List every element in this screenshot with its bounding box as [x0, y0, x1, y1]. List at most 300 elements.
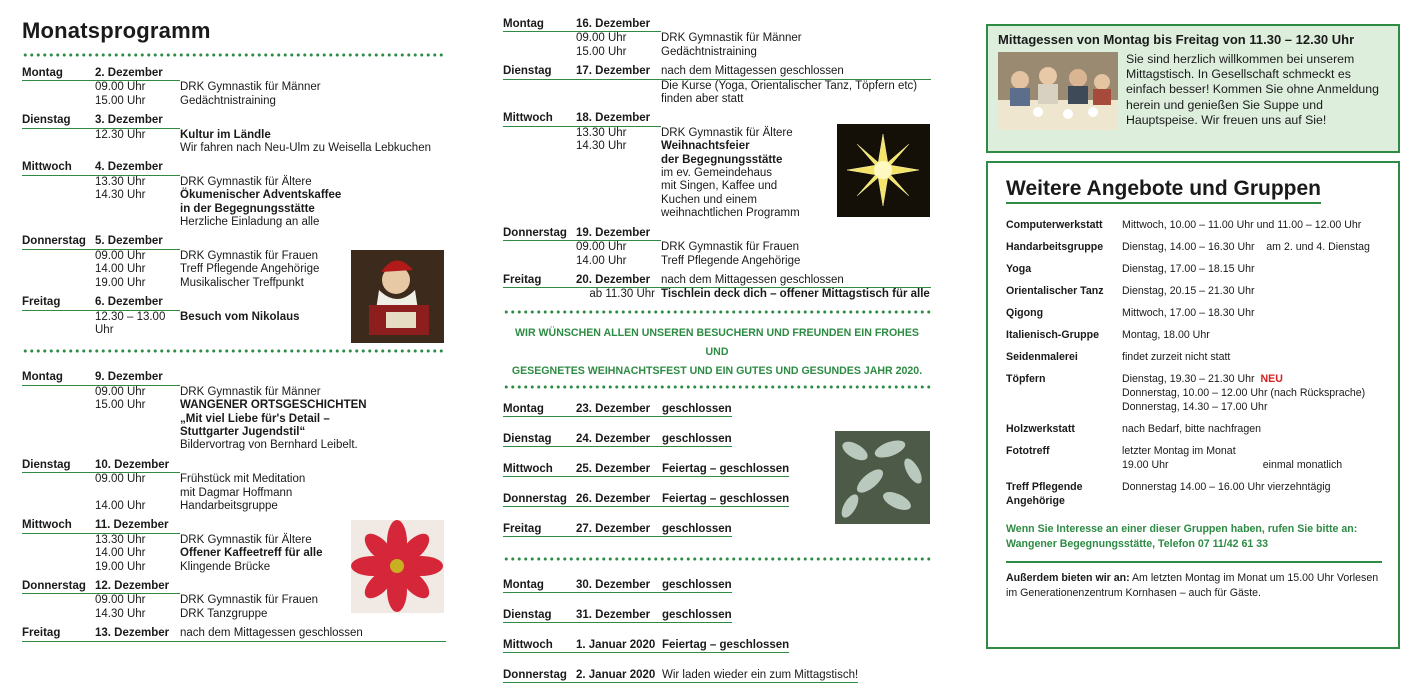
spacer [503, 255, 576, 268]
event: DRK Tanzgruppe [180, 607, 268, 620]
day-entry [22, 67, 446, 108]
group-time-line [1122, 372, 1382, 386]
time-text: findet zurzeit nicht statt [1122, 351, 1231, 363]
weekday: Freitag [22, 627, 95, 641]
weekday: Montag [503, 402, 544, 415]
event-row [22, 142, 446, 155]
group-name: Töpfern [1006, 373, 1046, 385]
event: Kultur im Ländle [180, 128, 271, 141]
lunch-photo [998, 52, 1118, 130]
group-row [1006, 240, 1382, 254]
note [661, 18, 931, 32]
time [95, 216, 180, 229]
time-text: Donnerstag 14.00 – 16.00 Uhr vierzehntägig [1122, 481, 1331, 493]
status: geschlossen [662, 402, 732, 415]
event: Stuttgarter Jugendstil“ [180, 425, 306, 438]
spacer [22, 399, 95, 412]
group-row [1006, 262, 1382, 276]
day-entry [503, 274, 931, 302]
event: Frühstück mit Meditation [180, 473, 306, 486]
weekday: Mittwoch [22, 519, 95, 533]
spacer [22, 189, 95, 202]
schedule-week5 [503, 575, 931, 695]
spacer [22, 95, 95, 108]
date: 19. Dezember [576, 227, 661, 241]
spacer [22, 142, 95, 155]
date: 31. Dezember [576, 608, 651, 621]
event: weihnachtlichen Programm [661, 207, 800, 220]
time: 09.00 Uhr [576, 241, 627, 254]
spacer [22, 277, 95, 290]
event: Tischlein deck dich – offener Mittagstisch für alle [661, 288, 930, 301]
time [95, 426, 180, 439]
time [95, 203, 180, 216]
spacer [22, 534, 95, 547]
lunch-heading: Mittagessen von Montag bis Freitag von 11.30 – 12.30 Uhr [998, 32, 1355, 47]
day-entry [22, 627, 446, 641]
weekday: Dienstag [503, 65, 576, 79]
time [576, 207, 661, 220]
spacer [503, 140, 576, 153]
status: Feiertag – geschlossen [662, 638, 790, 651]
note: nach dem Mittagessen geschlossen [180, 627, 446, 641]
event-row [22, 500, 446, 513]
day-entry [22, 161, 446, 229]
time-text: Dienstag, 20.15 – 21.30 Uhr [1122, 285, 1255, 297]
weekday: Donnerstag [503, 227, 576, 241]
status: geschlossen [662, 522, 732, 535]
date: 25. Dezember [576, 462, 651, 475]
spacer [22, 203, 95, 216]
groups-box [986, 161, 1400, 649]
group-time-line [1122, 458, 1382, 472]
weekday: Donnerstag [22, 235, 95, 249]
group-name: Orientalischer Tanz [1006, 285, 1104, 297]
date: 5. Dezember [95, 235, 180, 249]
time-text: Mittwoch, 10.00 – 11.00 Uhr und 11.00 – 12.00 Uhr [1122, 219, 1362, 231]
time: 19.00 Uhr [95, 276, 146, 289]
status: geschlossen [662, 578, 732, 591]
closed-row [503, 522, 732, 537]
spacer [22, 487, 95, 500]
spacer [503, 207, 576, 220]
weekday: Freitag [22, 296, 95, 310]
date: 24. Dezember [576, 432, 651, 445]
group-time-line [1122, 218, 1382, 232]
date: 11. Dezember [95, 519, 180, 533]
group-name: Holzwerkstatt [1006, 423, 1075, 435]
event: DRK Gymnastik für Frauen [661, 241, 800, 254]
divider [1006, 561, 1382, 563]
spacer [503, 167, 576, 180]
spacer [503, 93, 576, 106]
date: 17. Dezember [576, 65, 661, 79]
weekday: Montag [22, 67, 95, 81]
day-header [503, 65, 931, 79]
time: ab 11.30 Uhr [589, 288, 655, 301]
event-row [22, 473, 446, 486]
group-name: Treff Pflegende Angehörige [1006, 481, 1083, 507]
event: DRK Gymnastik für Ältere [180, 175, 312, 188]
group-time-line [1122, 240, 1382, 254]
time-text: letzter Montag im Monat [1122, 445, 1236, 457]
spacer [22, 547, 95, 560]
weekday: Montag [22, 371, 95, 385]
weekday: Mittwoch [22, 161, 95, 175]
date: 27. Dezember [576, 522, 651, 535]
weekday: Dienstag [22, 459, 95, 473]
time: 14.30 Uhr [95, 607, 146, 620]
note [180, 235, 446, 249]
group-row [1006, 444, 1382, 472]
lunch-box [986, 24, 1400, 153]
group-name: Fototreff [1006, 445, 1050, 457]
event: Ökumenischer Adventskaffee [180, 189, 342, 202]
note [180, 114, 446, 128]
time-text: Donnerstag, 10.00 – 12.00 Uhr (nach Rücksprache) [1122, 387, 1366, 399]
group-row [1006, 328, 1382, 342]
event: Herzliche Einladung an alle [180, 216, 320, 229]
note: nach dem Mittagessen geschlossen [661, 274, 931, 288]
date: 4. Dezember [95, 161, 180, 175]
note [180, 459, 446, 473]
closed-row [503, 638, 789, 653]
event: Handarbeitsgruppe [180, 499, 278, 512]
event: Besuch vom Nikolaus [180, 310, 300, 323]
time: 13.30 Uhr [95, 175, 146, 188]
event-row [22, 216, 446, 229]
group-times [1122, 240, 1382, 254]
time: 14.30 Uhr [95, 189, 146, 202]
closed-row [503, 608, 732, 623]
group-time-line [1122, 350, 1382, 364]
time [95, 439, 180, 452]
group-times [1122, 328, 1382, 342]
date: 20. Dezember [576, 274, 661, 288]
weekday: Freitag [503, 274, 576, 288]
date: 30. Dezember [576, 578, 651, 591]
event: mit Dagmar Hoffmann [180, 486, 293, 499]
spacer [22, 500, 95, 513]
event: DRK Gymnastik für Ältere [661, 126, 793, 139]
event: DRK Gymnastik für Frauen [180, 594, 319, 607]
status: Wir laden wieder ein zum Mittagstisch! [662, 668, 859, 681]
day-entry [22, 114, 446, 155]
event-row [22, 129, 446, 142]
closed-row-wrap [503, 399, 931, 429]
weekday: Mittwoch [503, 112, 576, 126]
event-row [22, 426, 446, 439]
new-badge: NEU [1260, 373, 1283, 385]
spacer [503, 288, 576, 301]
event: WANGENER ORTSGESCHICHTEN [180, 399, 367, 412]
day-header [22, 235, 446, 249]
group-time-line [1122, 262, 1382, 276]
spacer [503, 80, 576, 93]
time: 15.00 Uhr [576, 45, 627, 58]
spacer [22, 608, 95, 621]
weekday: Donnerstag [503, 492, 567, 505]
closed-row-wrap [503, 575, 931, 605]
status: Feiertag – geschlossen [662, 492, 790, 505]
event: in der Begegnungsstätte [180, 202, 315, 215]
event-row [503, 241, 931, 254]
day-entry [22, 371, 446, 452]
groups-title: Weitere Angebote und Gruppen [1006, 177, 1321, 204]
event: DRK Gymnastik für Männer [661, 32, 802, 45]
date: 23. Dezember [576, 402, 651, 415]
time: 15.00 Uhr [95, 94, 146, 107]
time-text: Donnerstag, 14.30 – 17.00 Uhr [1122, 401, 1268, 413]
time: 09.00 Uhr [95, 249, 146, 262]
event: Wir fahren nach Neu-Ulm zu Weisella Lebkuchen [180, 142, 431, 155]
day-header [503, 227, 931, 241]
event: der Begegnungsstätte [661, 153, 783, 166]
time: 12.30 Uhr [95, 128, 146, 141]
note [180, 161, 446, 175]
group-time-line [1122, 480, 1382, 494]
date: 12. Dezember [95, 580, 180, 594]
weekday: Dienstag [22, 114, 95, 128]
event-row [22, 95, 446, 108]
poinsettia-image [351, 520, 444, 613]
date: 10. Dezember [95, 459, 180, 473]
spacer [22, 426, 95, 439]
event: „Mit viel Liebe für's Detail – [180, 412, 330, 425]
date: 13. Dezember [95, 627, 180, 641]
dotted-divider [22, 349, 446, 353]
day-entry [22, 459, 446, 514]
event: Weihnachtsfeier [661, 140, 750, 153]
event: Gedächtnistraining [180, 94, 276, 107]
group-name: Italienisch-Gruppe [1006, 329, 1100, 341]
time [576, 93, 661, 106]
event: DRK Gymnastik für Männer [180, 385, 321, 398]
day-header [22, 371, 446, 385]
dotted-divider [22, 53, 446, 57]
note [180, 67, 446, 81]
date: 2. Januar 2020 [576, 668, 656, 681]
nikolaus-image [351, 250, 444, 343]
time [95, 413, 180, 426]
closed-row [503, 432, 732, 447]
spacer [22, 473, 95, 486]
group-time-line [1122, 328, 1382, 342]
closed-row [503, 668, 858, 683]
spacer [22, 263, 95, 276]
spacer [22, 81, 95, 94]
time: 09.00 Uhr [576, 32, 627, 45]
weekday: Montag [503, 18, 576, 32]
event: Treff Pflegende Angehörige [180, 263, 320, 276]
dotted-divider [503, 310, 931, 314]
spacer [22, 129, 95, 142]
spacer [503, 32, 576, 45]
christmas-greeting: WIR WÜNSCHEN ALLEN UNSEREN BESUCHERN UND FREUNDEN EIN FROHES UND GESEGNETES WEIHNACHTSFEST UND EIN GUTES UND GESUNDES JAHR 2020. [511, 326, 923, 377]
closed-row [503, 402, 732, 417]
weekday: Mittwoch [503, 638, 553, 651]
event: Gedächtnistraining [661, 45, 757, 58]
spacer [503, 241, 576, 254]
time-text: Mittwoch, 17.00 – 18.30 Uhr [1122, 307, 1255, 319]
event-row [503, 255, 931, 268]
date: 16. Dezember [576, 18, 661, 32]
group-row [1006, 284, 1382, 298]
event-row [503, 46, 931, 59]
spacer [22, 216, 95, 229]
time: 09.00 Uhr [95, 473, 146, 486]
dotted-divider [503, 385, 931, 389]
group-time-line [1122, 400, 1382, 414]
event-row [503, 93, 931, 106]
group-times [1122, 422, 1382, 436]
time [95, 142, 180, 155]
status: geschlossen [662, 432, 732, 445]
time-text: Dienstag, 19.30 – 21.30 Uhr [1122, 373, 1255, 385]
event: Bildervortrag von Bernhard Leibelt. [180, 439, 358, 452]
group-name: Computerwerkstatt [1006, 219, 1103, 231]
spacer [503, 180, 576, 193]
event: DRK Gymnastik für Männer [180, 81, 321, 94]
event-row [22, 81, 446, 94]
column-december-week3-5 [503, 18, 931, 695]
time-text: Montag, 18.00 Uhr [1122, 329, 1210, 341]
closed-row-wrap [503, 635, 931, 665]
event-row [503, 288, 931, 301]
group-times [1122, 480, 1382, 508]
event-row [22, 189, 446, 202]
time: 14.00 Uhr [95, 499, 146, 512]
date: 3. Dezember [95, 114, 180, 128]
spacer [22, 250, 95, 263]
groups-contact: Wenn Sie Interesse an einer dieser Gruppen haben, rufen Sie bitte an: Wangener Begegnungsstätte, Telefon 07 11/42 61 33 [1006, 523, 1358, 550]
time [576, 80, 661, 93]
time: 14.00 Uhr [576, 254, 627, 267]
event: Treff Pflegende Angehörige [661, 254, 801, 267]
time: 13.30 Uhr [576, 126, 627, 139]
group-times [1122, 444, 1382, 472]
group-row [1006, 480, 1382, 508]
group-times [1122, 350, 1382, 364]
event-row [22, 413, 446, 426]
weekday: Freitag [503, 522, 542, 535]
spacer [22, 413, 95, 426]
event: finden aber statt [661, 93, 744, 106]
date: 9. Dezember [95, 371, 180, 385]
time-text: Dienstag, 14.00 – 16.30 Uhr am 2. und 4. Dienstag [1122, 241, 1370, 253]
lunch-text: Sie sind herzlich willkommen bei unserem Mittagstisch. In Gesellschaft schmeckt es einfach besser! Kommen Sie ohne Anmeldung herein und genießen Sie Suppe und Hauptspeise. Wir freuen uns auf Sie! [1126, 52, 1379, 127]
event: im ev. Gemeindehaus [661, 167, 773, 180]
date: 2. Dezember [95, 67, 180, 81]
time: 19.00 Uhr [95, 560, 146, 573]
group-time-line [1122, 284, 1382, 298]
time: 15.00 Uhr [95, 399, 146, 412]
christmas-star-image [837, 124, 930, 217]
weekday: Dienstag [503, 432, 552, 445]
day-header [22, 459, 446, 473]
group-row [1006, 372, 1382, 414]
event: Musikalischer Treffpunkt [180, 276, 304, 289]
time-text: 19.00 Uhr einmal monatlich [1122, 459, 1343, 471]
groups-list [1006, 218, 1382, 508]
spacer [22, 594, 95, 607]
weekday: Donnerstag [503, 668, 567, 681]
dotted-divider [503, 557, 931, 561]
spacer [503, 154, 576, 167]
day-entry [503, 227, 931, 268]
date: 6. Dezember [95, 296, 180, 310]
event: Die Kurse (Yoga, Orientalischer Tanz, Töpfern etc) [661, 79, 918, 92]
event-row [22, 399, 446, 412]
day-header [22, 67, 446, 81]
group-name: Yoga [1006, 263, 1032, 275]
group-times [1122, 218, 1382, 232]
closed-row [503, 578, 732, 593]
time [576, 154, 661, 167]
group-time-line [1122, 422, 1382, 436]
group-times [1122, 372, 1382, 414]
time [95, 487, 180, 500]
spacer [22, 311, 95, 338]
weekday: Donnerstag [22, 580, 95, 594]
group-times [1122, 306, 1382, 320]
spacer [503, 194, 576, 207]
event: DRK Gymnastik für Frauen [180, 249, 319, 262]
closed-row-wrap [503, 605, 931, 635]
event-row [22, 439, 446, 452]
weekday: Dienstag [503, 608, 552, 621]
date: 1. Januar 2020 [576, 638, 656, 651]
event: Klingende Brücke [180, 560, 271, 573]
extra-offer: Außerdem bieten wir an: Am letzten Montag im Monat um 15.00 Uhr Vorlesen im Generationenzentrum Kornhasen – auch für Gäste. [1006, 572, 1379, 599]
time: 09.00 Uhr [95, 594, 146, 607]
day-header [22, 161, 446, 175]
event: DRK Gymnastik für Ältere [180, 533, 312, 546]
group-row [1006, 306, 1382, 320]
event-row [503, 80, 931, 93]
event: mit Singen, Kaffee und [661, 180, 778, 193]
group-row [1006, 422, 1382, 436]
event-row [22, 487, 446, 500]
frosted-plant-image [835, 431, 930, 524]
event-row [22, 386, 446, 399]
event: Kuchen und einem [661, 193, 757, 206]
spacer [503, 127, 576, 140]
group-times [1122, 262, 1382, 276]
group-row [1006, 350, 1382, 364]
time: 13.30 Uhr [95, 533, 146, 546]
group-name: Seidenmalerei [1006, 351, 1078, 363]
time [576, 180, 661, 193]
note [180, 371, 446, 385]
status: Feiertag – geschlossen [662, 462, 790, 475]
time: 09.00 Uhr [95, 81, 146, 94]
event: Offener Kaffeetreff für alle [180, 547, 323, 560]
group-row [1006, 218, 1382, 232]
closed-row [503, 492, 789, 507]
spacer [22, 561, 95, 574]
time: 14.00 Uhr [95, 547, 146, 560]
spacer [22, 439, 95, 452]
event-row [22, 176, 446, 189]
day-header [22, 114, 446, 128]
note [661, 227, 931, 241]
spacer [22, 386, 95, 399]
weekday: Montag [503, 578, 544, 591]
group-name: Qigong [1006, 307, 1044, 319]
page-title: Monatsprogramm [22, 18, 211, 43]
note: nach dem Mittagessen geschlossen [661, 65, 931, 79]
